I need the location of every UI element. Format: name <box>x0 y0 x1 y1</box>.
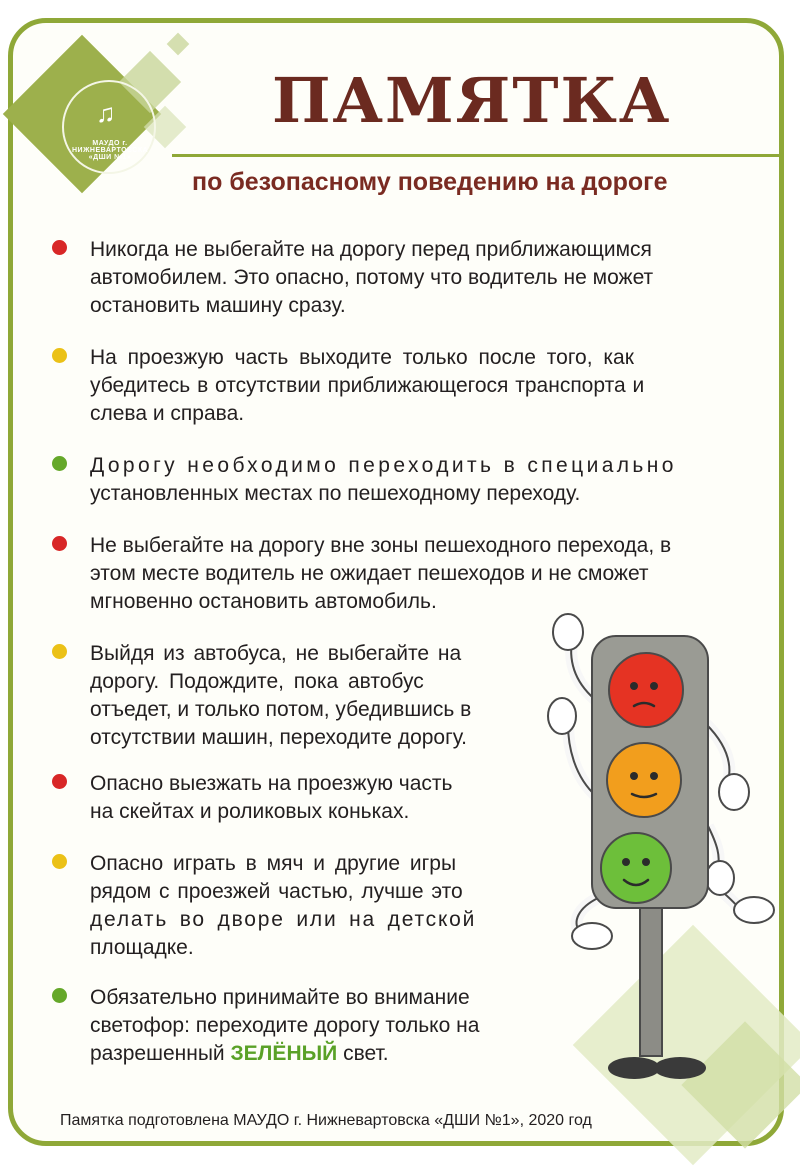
item-text-line: Опасно играть в мяч и другие игры <box>90 852 457 875</box>
item-text-line: убедитесь в отсутствии приближающегося транспорта и <box>90 374 645 397</box>
item-text-line: отсутствии машин, переходите дорогу. <box>90 726 468 749</box>
item-text-line: Никогда не выбегайте на дорогу перед приближающимся <box>90 238 652 261</box>
item-text-prefix: разрешенный <box>90 1042 231 1065</box>
school-logo <box>62 80 156 174</box>
red-dot-icon <box>52 774 67 789</box>
item-text-line: Дорогу необходимо переходить в специально <box>90 454 677 477</box>
item-text-line: Не выбегайте на дорогу вне зоны пешеходного перехода, в <box>90 534 672 557</box>
item-text-line: этом месте водитель не ожидает пешеходов и не сможет <box>90 562 649 585</box>
item-text-line: автомобилем. Это опасно, потому что водитель не может <box>90 266 654 289</box>
item-text-line-last <box>90 1040 389 1068</box>
traffic-light-character-illustration <box>528 606 788 1096</box>
item-text-line: остановить машину сразу. <box>90 294 346 317</box>
green-dot-icon <box>52 456 67 471</box>
item-text-line: Обязательно принимайте во внимание <box>90 986 470 1009</box>
green-highlight-word: ЗЕЛЁНЫЙ <box>230 1042 338 1065</box>
item-text-line: На проезжую часть выходите только после того, как <box>90 346 634 369</box>
item-text-line: дорогу. Подождите, пока автобус <box>90 670 424 693</box>
item-text-line: делать во дворе или на детской <box>90 908 477 931</box>
yellow-dot-icon <box>52 644 67 659</box>
logo-text: МАУДО г. НИЖНЕВАРТОВСКА «ДШИ №1» <box>72 140 149 161</box>
item-text-line: рядом с проезжей частью, лучше это <box>90 880 463 903</box>
page-title: ПАМЯТКА <box>272 64 672 137</box>
red-dot-icon <box>52 536 67 551</box>
item-text-line: площадке. <box>90 936 194 959</box>
item-text-line: мгновенно остановить автомобиль. <box>90 590 437 613</box>
yellow-dot-icon <box>52 854 67 869</box>
item-text-line: установленных местах по пешеходному переходу. <box>90 482 581 505</box>
item-text-line: слева и справа. <box>90 402 245 425</box>
footer-credit: Памятка подготовлена МАУДО г. Нижневартовска «ДШИ №1», 2020 год <box>60 1112 592 1129</box>
item-text-line: Опасно выезжать на проезжую часть <box>90 772 453 795</box>
lyre-icon: ♫ <box>96 98 116 128</box>
yellow-dot-icon <box>52 348 67 363</box>
page-subtitle: по безопасному поведению на дороге <box>192 168 668 196</box>
item-text-line: на скейтах и роликовых коньках. <box>90 800 410 823</box>
item-text-line: Выйдя из автобуса, не выбегайте на <box>90 642 462 665</box>
item-text-line: отъедет, и только потом, убедившись в <box>90 698 472 721</box>
item-text-suffix: свет. <box>337 1042 389 1065</box>
title-divider <box>172 154 782 157</box>
item-text-line: светофор: переходите дорогу только на <box>90 1014 480 1037</box>
red-dot-icon <box>52 240 67 255</box>
green-dot-icon <box>52 988 67 1003</box>
